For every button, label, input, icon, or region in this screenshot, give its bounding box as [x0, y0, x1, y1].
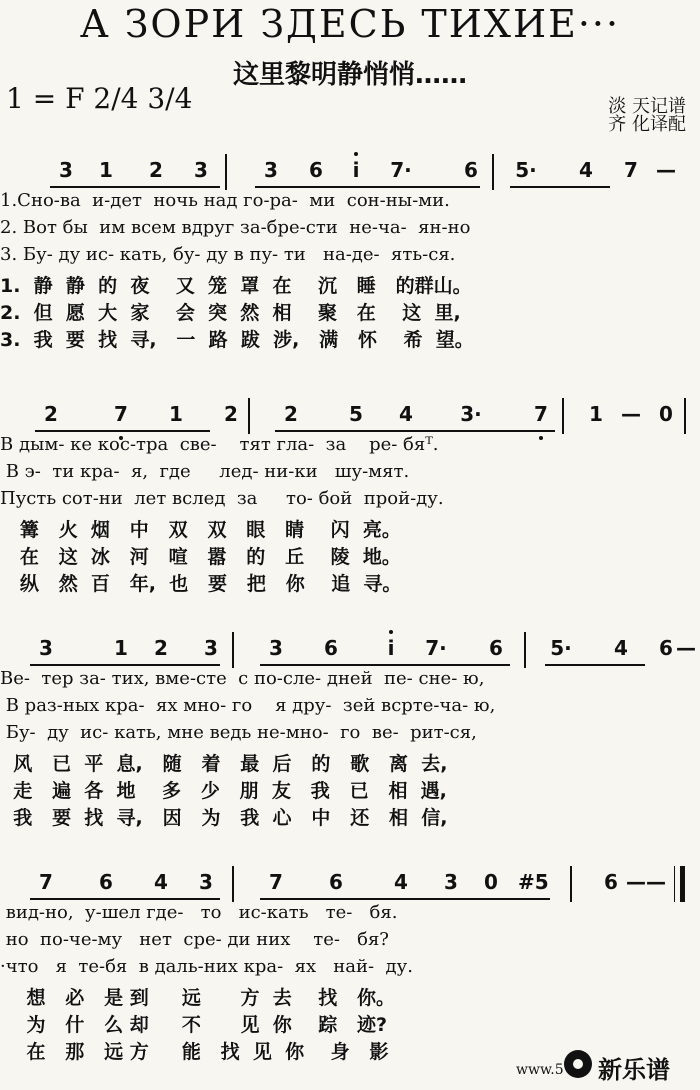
title-russian: А ЗОРИ ЗДЕСЬ ТИХИЕ···	[79, 2, 621, 46]
lyric-row: В раз-ных кра- ях мно- го я дру- зей всрте-ча- ю,	[0, 695, 496, 716]
note: 6	[659, 636, 673, 660]
note: 3·	[460, 402, 482, 426]
lyric-row: В э- ти кра- я, где лед- ни-ки шу-мят.	[0, 461, 410, 482]
note: 3	[194, 158, 208, 182]
note: 2	[154, 636, 168, 660]
note: 0	[659, 402, 673, 426]
note: 6	[329, 870, 343, 894]
note: i	[352, 158, 360, 182]
note: 1	[99, 158, 113, 182]
note: 7	[39, 870, 53, 894]
note: 5·	[515, 158, 537, 182]
notation-row	[0, 394, 700, 434]
lyric-row: ·что я те-бя в даль-них кра- ях най- ду.	[0, 956, 413, 977]
note: 4	[579, 158, 593, 182]
note: 3	[199, 870, 213, 894]
note: 5·	[550, 636, 572, 660]
note: 6	[324, 636, 338, 660]
note: 6	[99, 870, 113, 894]
note: 4	[614, 636, 628, 660]
credit-arranger: 齐 化译配	[608, 114, 686, 135]
beam	[35, 430, 210, 432]
beam	[545, 664, 645, 666]
note: 7·	[390, 158, 412, 182]
note: —	[621, 402, 641, 426]
title-chinese: 这里黎明静悄悄……	[232, 60, 467, 90]
note: 4	[154, 870, 168, 894]
lyric-row: 走 遍 各 地 多 少 朋 友 我 已 相 遇,	[0, 780, 447, 802]
beam	[510, 186, 610, 188]
barline	[524, 632, 526, 668]
barline	[684, 398, 686, 434]
note: 1	[589, 402, 603, 426]
notation-row	[0, 862, 700, 902]
record-logo-icon	[564, 1050, 592, 1078]
note: 4	[394, 870, 408, 894]
barline	[225, 154, 227, 190]
barline-final-thin	[674, 866, 675, 902]
lyric-row: 想 必 是 到 远 方 去 找 你。	[0, 987, 396, 1009]
note: 3	[204, 636, 218, 660]
lyric-row: Пусть сот-ни лет вслед за то- бой прой-ду.	[0, 488, 444, 509]
score-line-2	[0, 394, 700, 596]
octave-dot	[389, 630, 393, 634]
watermark-brand: 新乐谱	[598, 1056, 670, 1084]
lyric-row: 3. 我 要 找 寻, 一 路 跋 涉, 满 怀 希 望。	[0, 329, 474, 351]
lyric-row: 3. Бу- ду ис- кать, бу- ду в пу- ти на-де- ять-ся.	[0, 244, 456, 265]
lyric-row: 风 已 平 息, 随 着 最 后 的 歌 离 去,	[0, 753, 448, 775]
notation-row	[0, 150, 700, 190]
note: 6	[489, 636, 503, 660]
watermark-url: www.5	[516, 1062, 564, 1078]
lyric-row: вид-но, у-шел где- то ис-кать те- бя.	[0, 902, 398, 923]
barline	[232, 632, 234, 668]
note: 2	[44, 402, 58, 426]
barline	[562, 398, 564, 434]
note: 1	[114, 636, 128, 660]
note: 7	[624, 158, 638, 182]
beam	[255, 186, 480, 188]
note: 2	[224, 402, 238, 426]
lyric-row: 纵 然 百 年, 也 要 把 你 追 寻。	[0, 573, 402, 595]
note: —	[646, 870, 666, 894]
note: 7	[114, 402, 128, 426]
beam	[50, 186, 220, 188]
note: —	[626, 870, 646, 894]
lyric-row: 1.Сно-ва и-дет ночь над го-ра- ми сон-ны-ми.	[0, 190, 450, 211]
beam	[260, 664, 510, 666]
lyric-row: Ве- тер за- тих, вме-сте с по-сле- дней пе- сне- ю,	[0, 668, 485, 689]
barline-final-thick	[680, 866, 685, 902]
note: 3	[39, 636, 53, 660]
beam	[30, 898, 220, 900]
note: 3	[264, 158, 278, 182]
note-sharp: #5	[518, 870, 549, 894]
octave-dot	[354, 152, 358, 156]
lyric-row: В дым- ке кос-тра све- тят гла- за ре- бяᵀ.	[0, 434, 439, 455]
note: 7	[534, 402, 548, 426]
lyric-row: 2. 但 愿 大 家 会 突 然 相 聚 在 这 里,	[0, 302, 461, 324]
lyric-row: 在 那 远 方 能 找 见 你 身 影	[0, 1041, 389, 1063]
lyric-row: но по-че-му нет сре- ди них те- бя?	[0, 929, 389, 950]
note: 7·	[425, 636, 447, 660]
barline	[248, 398, 250, 434]
lyric-row: 为 什 么 却 不 见 你 踪 迹?	[0, 1014, 388, 1036]
lyric-row: 我 要 找 寻, 因 为 我 心 中 还 相 信,	[0, 807, 448, 829]
lyric-row: 1. 静 静 的 夜 又 笼 罩 在 沉 睡 的群山。	[0, 275, 472, 297]
beam	[260, 898, 550, 900]
note: 7	[269, 870, 283, 894]
lyric-row: 篝 火 烟 中 双 双 眼 睛 闪 亮。	[0, 519, 401, 541]
note: 4	[399, 402, 413, 426]
note: 1	[169, 402, 183, 426]
key-signature: 1 = F 2/4 3/4	[6, 82, 193, 115]
note: i	[387, 636, 395, 660]
note: 2	[284, 402, 298, 426]
note: 6	[464, 158, 478, 182]
note: 2	[149, 158, 163, 182]
credit-transcriber: 淡 天记谱	[608, 96, 686, 117]
beam	[275, 430, 555, 432]
notation-row	[0, 628, 700, 668]
beam	[30, 664, 220, 666]
note: 5	[349, 402, 363, 426]
score-line-1	[0, 150, 700, 352]
barline	[492, 154, 494, 190]
note: 0	[484, 870, 498, 894]
lyric-row: 在 这 冰 河 喧 嚣 的 丘 陵 地。	[0, 546, 401, 568]
barline	[570, 866, 572, 902]
score-line-3	[0, 628, 700, 830]
note: 6	[309, 158, 323, 182]
lyric-row: 2. Вот бы им всем вдруг за-бре-сти не-ча- ян-но	[0, 217, 471, 238]
barline	[232, 866, 234, 902]
note: 3	[444, 870, 458, 894]
score-line-4	[0, 862, 700, 1064]
note: 3	[269, 636, 283, 660]
note: —	[676, 636, 696, 660]
watermark	[470, 1042, 700, 1090]
note: 6	[604, 870, 618, 894]
note: —	[656, 158, 676, 182]
lyric-row: Бу- ду ис- кать, мне ведь не-мно- го ве- рит-ся,	[0, 722, 477, 743]
note: 3	[59, 158, 73, 182]
